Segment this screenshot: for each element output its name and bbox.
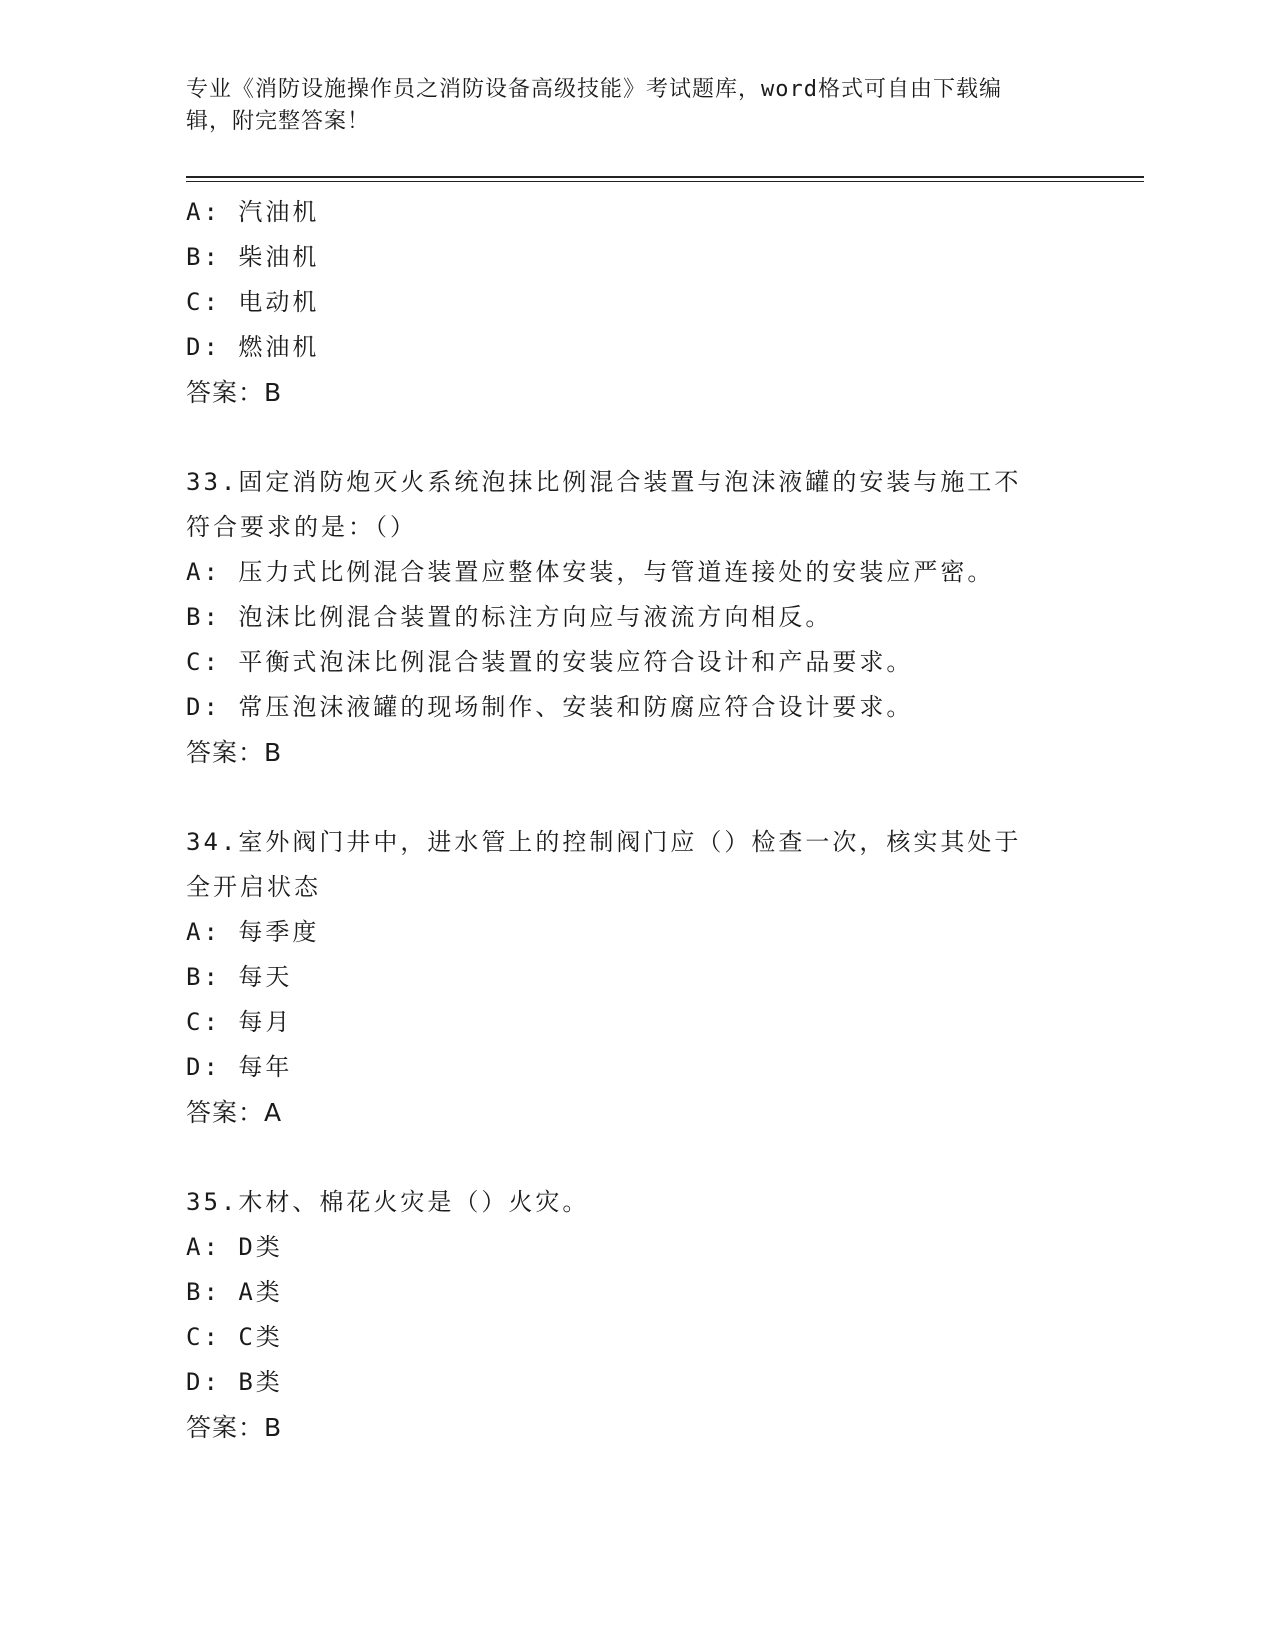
document-header <box>186 74 1066 138</box>
question-34 <box>186 820 1086 1135</box>
question-32 <box>186 190 1086 415</box>
option-a: A: 压力式比例混合装置应整体安装，与管道连接处的安装应严密。 <box>186 558 995 586</box>
question-stem: 33.固定消防炮灭火系统泡抹比例混合装置与泡沫液罐的安装与施工不 <box>186 468 1022 496</box>
header-divider <box>186 176 1144 178</box>
header-line-1: 专业《消防设施操作员之消防设备高级技能》考试题库，word格式可自由下载编 <box>186 77 1002 102</box>
option-d: D: B类 <box>186 1368 283 1396</box>
option-c: C: 电动机 <box>186 288 320 316</box>
question-33 <box>186 460 1086 775</box>
answer: 答案：B <box>186 738 283 767</box>
question-stem: 34.室外阀门井中，进水管上的控制阀门应（）检查一次，核实其处于 <box>186 828 1022 856</box>
option-a: A: D类 <box>186 1233 283 1261</box>
question-list <box>186 190 1086 1450</box>
answer: 答案：A <box>186 1098 283 1127</box>
option-b: B: 泡沫比例混合装置的标注方向应与液流方向相反。 <box>186 603 833 631</box>
option-a: A: 每季度 <box>186 918 320 946</box>
question-stem-cont: 符合要求的是：（） <box>186 513 417 541</box>
option-c: C: 每月 <box>186 1008 293 1036</box>
option-b: B: 每天 <box>186 963 293 991</box>
question-stem-cont: 全开启状态 <box>186 873 321 901</box>
answer: 答案：B <box>186 1413 283 1442</box>
option-a: A: 汽油机 <box>186 198 320 226</box>
header-divider-thin <box>186 181 1144 182</box>
option-c: C: 平衡式泡沫比例混合装置的安装应符合设计和产品要求。 <box>186 648 914 676</box>
option-b: B: 柴油机 <box>186 243 320 271</box>
option-d: D: 常压泡沫液罐的现场制作、安装和防腐应符合设计要求。 <box>186 693 914 721</box>
option-b: B: A类 <box>186 1278 283 1306</box>
question-35 <box>186 1180 1086 1450</box>
option-d: D: 燃油机 <box>186 333 320 361</box>
option-c: C: C类 <box>186 1323 283 1351</box>
option-d: D: 每年 <box>186 1053 293 1081</box>
question-stem: 35.木材、棉花火灾是（）火灾。 <box>186 1188 590 1216</box>
header-line-2: 辑，附完整答案！ <box>186 109 371 134</box>
answer: 答案：B <box>186 378 283 407</box>
